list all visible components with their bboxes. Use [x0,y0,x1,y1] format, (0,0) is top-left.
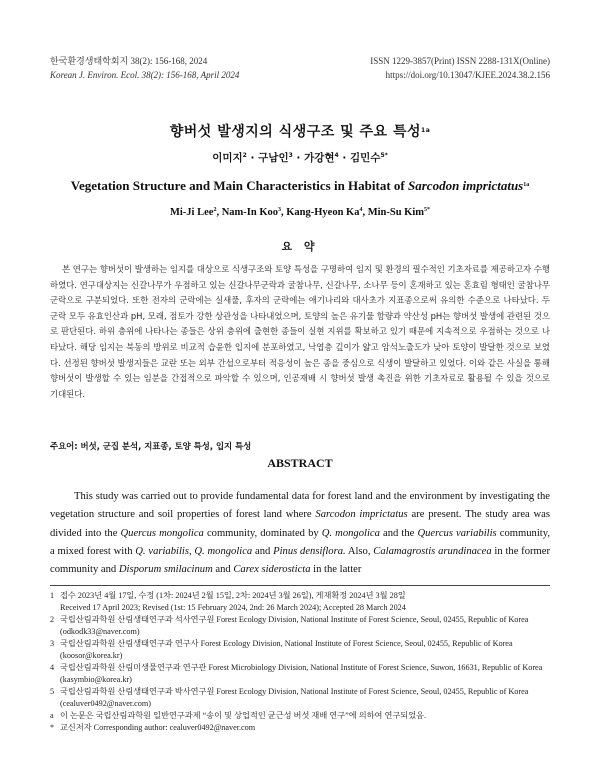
title-english [0,178,600,194]
footnote-item [50,590,550,614]
author-kr-separator: · [246,152,259,164]
journal-citation [50,54,239,82]
title-korean-sup: 1a [421,127,431,134]
title-english-sup: 1a [523,182,530,188]
author-kr-affiliation-sup: 4 [334,152,339,159]
footnote-line: 국립산림과학원 산림생태연구과 박사연구원 Forest Ecology Division, National Institute of Forest Science, Seoul, 02455, Republic of Korea (cealuver0492@naver.com) [60,687,529,708]
issn: ISSN 1229-3857(Print) ISSN 2288-131X(Online) [370,56,550,66]
footnote-mark: * [50,723,55,732]
keywords [50,440,251,452]
author-en-name: Mi-Ji Lee [169,207,214,218]
author-kr-name: 이미지 [212,152,243,164]
author-kr-name: 김민수 [350,152,381,164]
summary-body: 본 연구는 향버섯이 발생하는 임지를 대상으로 식생구조와 토양 특성을 구명하여 임지 및 환경의 필수적인 기초자료를 제공하고자 수행하였다. 연구대상지는 신갈나무가 우점하고 있는 신갈나무군락과 굴참나무, 신갈나무, 소나무 등이 혼재하고 있는 혼효림 형태인 굴참나무군락으로 구분되었다. 또한 전자의 군락에는 실새풀, 후자의 군락에는 애기나리와 대사초가 지표종으로써 유의한 수준으로 나타났다. 두 군락 모두 유효인산과 pH, 모래, 점토가 강한 상관성을 나타내었으며, 토양의 높은 유기물 함량과 약산성 pH는 향버섯 발생에 관련된 것으로 판단된다. 하위 층위에 나타나는 종들은 상위 층위에 출현한 종들이 실현 지위를 확보하고 있기 때문에 지속적으로 우점하는 것으로 나타났다. 해당 임지는 북동의 방위로 비교적 습윤한 입지에 분포하였고, 낙엽층 깊이가 얇고 암석노출도가 낮아 토양이 발달한 것으로 보였다. 선정된 향버섯 발생지들은 교란 또는 외부 간섭으로부터 적응성이 높은 종을 중심으로 식생이 발달하고 있었다. 이와 같은 사실을 통해 향버섯이 발생할 수 있는 임분을 간접적으로 파악할 수 있으며, 인공재배 시 향버섯 발생 촉진을 위한 기초자료로 활용될 수 있을 것으로 기대된다. [50,264,550,399]
author-en-separator: , [280,207,287,218]
footnotes [50,590,550,734]
keywords-label: 주요어: [50,441,78,451]
footnote-text [60,710,550,722]
author-en-affiliation-sup: 5* [424,207,431,213]
footnote-item [50,722,550,734]
author-en-separator: , [216,207,222,218]
journal-identifiers [370,54,550,82]
author-en-affiliation-sup: 2 [213,207,217,213]
abstract-species-name: Q. mongolica [321,527,380,539]
title-english-text: Vegetation Structure and Main Characteristics in Habitat of [70,178,409,193]
footnote-line: 국립산림과학원 산림생태연구과 연구사 Forest Ecology Division, National Institute of Forest Science, Seoul, 02455, Republic of Korea (koosor@korea.kr) [60,639,513,660]
footnote-line: 접수 2023년 4월 17일, 수정 (1차: 2024년 2월 15일, 2차: 2024년 3월 26일), 게재확정 2024년 3월 28일 [60,591,406,600]
abstract-species-name: Disporum smilacinum [118,564,213,576]
footnote-line: 국립산림과학원 산림미생물연구과 연구관 Forest Microbiology Division, National Institute of Forest Science, Suwon, 16631, Republic of Korea (kasymbio@korea.kr) [60,663,543,684]
abstract-text: and [212,564,234,576]
footnote-item [50,638,550,662]
footnote-mark: 4 [50,663,55,672]
footnote-text [60,638,550,662]
title-english-species: Sarcodon imprictatus [408,178,524,193]
abstract-text: community, a mixed forest with [50,527,550,557]
footnote-mark: 1 [50,591,55,600]
author-kr-separator: · [292,152,305,164]
abstract-species-name: Quercus variabilis [417,527,497,539]
abstract-text: and the [379,527,418,539]
abstract-species-name: Quercus mongolica [120,527,204,539]
author-en-name: Min-Su Kim [367,207,425,218]
abstract-species-name: Calamagrostis arundinacea [373,545,492,557]
footnote-item [50,662,550,686]
journal-citation-kr: 한국환경생태학회지 38(2): 156-168, 2024 [50,56,208,66]
footnote-item [50,710,550,722]
footnote-item [50,686,550,710]
author-kr-affiliation-sup: 2 [242,152,247,159]
footnote-text [60,662,550,686]
footnote-line: 교신저자 Corresponding author: cealuver0492@naver.com [60,723,256,732]
author-en-name: Nam-In Koo [221,207,278,218]
abstract-text: Also, [345,545,374,557]
title-korean [0,121,600,141]
keywords-list: 버섯, 군집 분석, 지표종, 토양 특성, 입지 특성 [80,441,252,451]
footnote-mark: a [50,711,54,720]
author-kr-affiliation-sup: 3 [288,152,293,159]
journal-citation-en: Korean J. Environ. Ecol. 38(2): 156-168, April 2024 [50,70,240,80]
author-kr-name: 가강현 [304,152,335,164]
author-en-name: Kang-Hyeon Ka [286,207,360,218]
footnote-text [60,614,550,638]
abstract-text: This study was carried out to provide fundamental data for forest land and the environment by investigating the vegetation structure and soil properties of forest land where [50,491,550,521]
abstract-species-name: Q. variabilis, Q. mongolica [135,545,253,557]
author-kr-name: 구남인 [258,152,289,164]
abstract-heading: ABSTRACT [267,456,333,470]
footnote-line: Received 17 April 2023; Revised (1st: 15 February 2024, 2nd: 26 March 2024); Accepted 28 March 2024 [60,603,406,612]
abstract-text: in the former community and [50,545,551,576]
abstract-text: are present. The study area was divided into the [50,509,550,539]
footnote-mark: 5 [50,687,55,696]
author-en-separator: , [362,207,368,218]
footnote-item [50,614,550,638]
footnote-text [60,590,550,614]
footnote-text [60,686,550,710]
abstract-species-name: Sarcodon imprictatus [315,509,408,521]
author-en-affiliation-sup: 4 [359,207,363,213]
title-korean-text: 향버섯 발생지의 식생구조 및 주요 특성 [169,124,422,140]
footnote-mark: 3 [50,639,55,648]
abstract-body [50,488,550,579]
author-kr-affiliation-sup: 5* [380,152,388,159]
footnote-line: 이 논문은 국립산림과학원 일반연구과제 “송이 및 상업적인 균근성 버섯 재배 연구”에 의하여 연구되었음. [60,711,427,720]
summary-heading: 요 약 [281,240,319,253]
footnote-mark: 2 [50,615,55,624]
author-kr-separator: · [338,152,351,164]
abstract-species-name: Pinus densiflora. [273,545,346,557]
authors-english [0,207,600,218]
abstract-text: and [252,545,274,557]
authors-korean [0,150,600,165]
author-en-affiliation-sup: 3 [277,207,281,213]
abstract-species-name: Carex siderosticta [233,564,311,576]
doi-link[interactable]: https://doi.org/10.13047/KJEE.2024.38.2.156 [385,70,550,80]
footnote-line: 국립산림과학원 산림생태연구과 석사연구원 Forest Ecology Division, National Institute of Forest Science, Seoul, 02455, Republic of Korea (odkodk33@naver.com) [60,615,529,636]
abstract-text: community, dominated by [203,527,322,539]
footnote-divider [50,585,550,586]
footnote-text [60,722,550,734]
abstract-text: in the latter [310,564,362,576]
